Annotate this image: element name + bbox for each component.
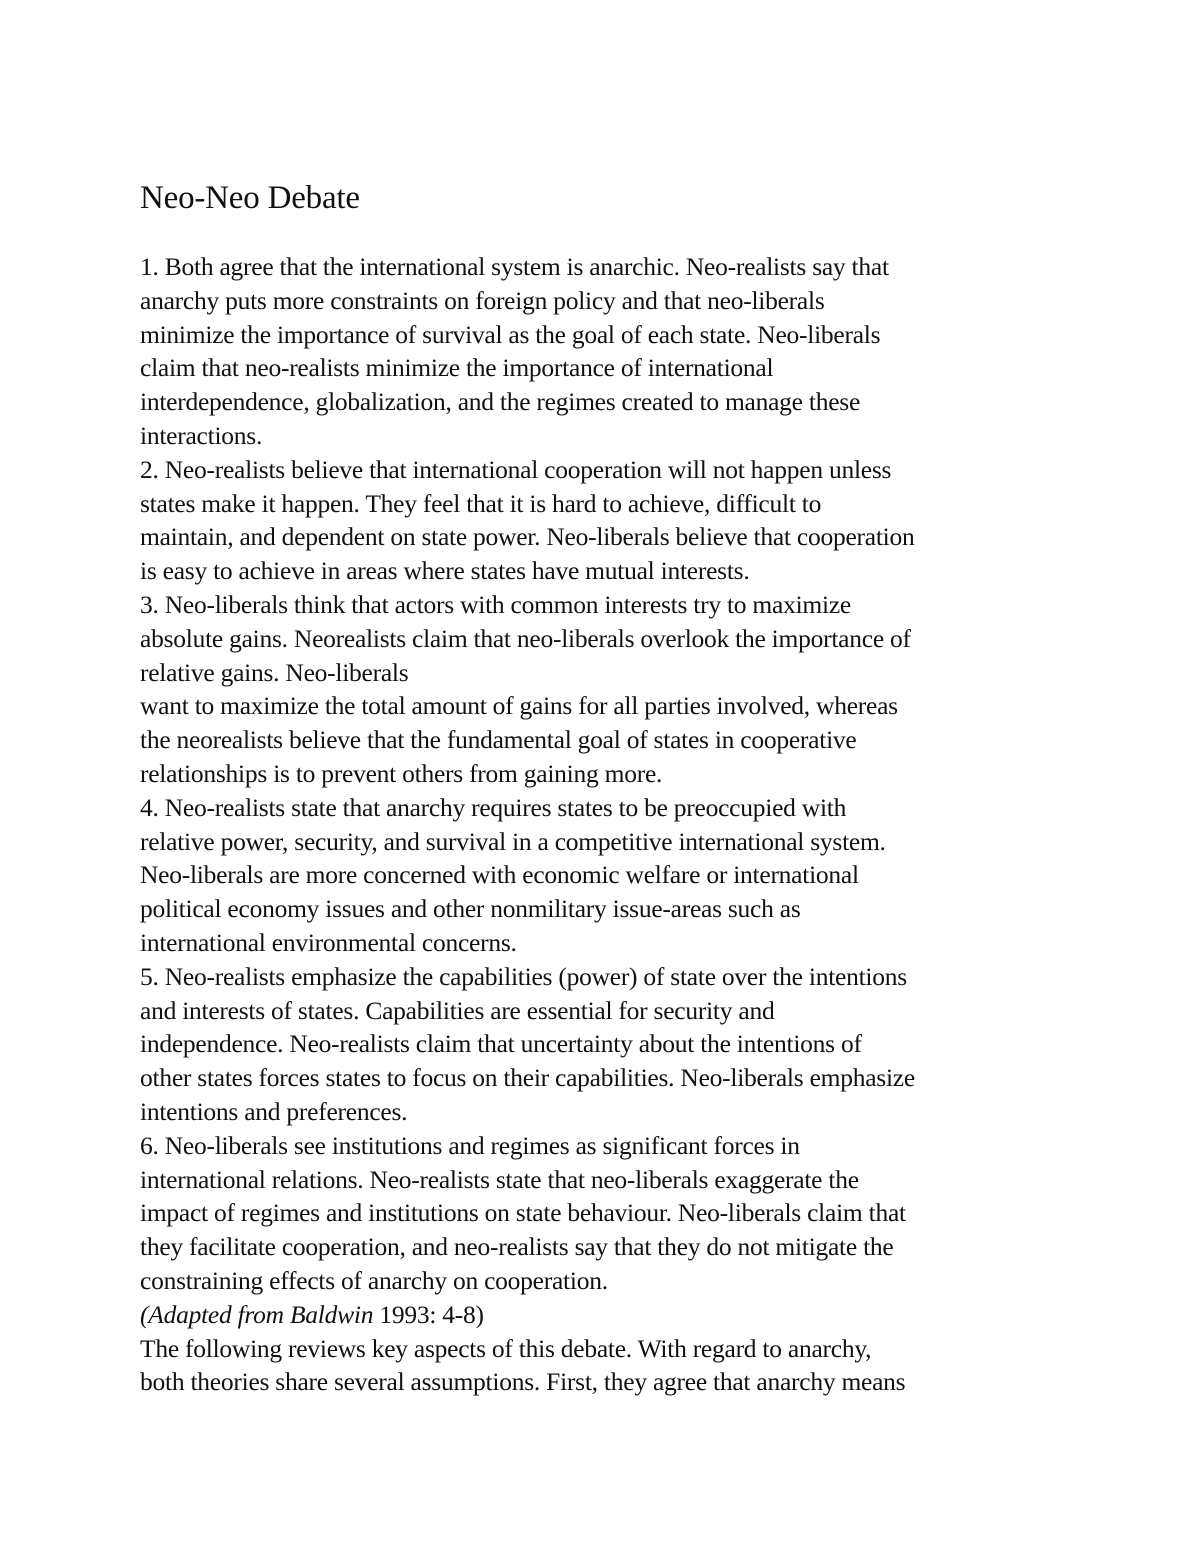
document-body: [140, 250, 1080, 1399]
text-line: 2. Neo-realists believe that international cooperation will not happen unless: [140, 454, 892, 484]
text-line: constraining effects of anarchy on cooperation.: [140, 1265, 608, 1295]
text-line: both theories share several assumptions. First, they agree that anarchy means: [140, 1367, 906, 1397]
text-line: interactions.: [140, 420, 263, 450]
text-line: they facilitate cooperation, and neo-realists say that they do not mitigate the: [140, 1232, 894, 1262]
text-line: The following reviews key aspects of this debate. With regard to anarchy,: [140, 1333, 872, 1363]
document-title: Neo-Neo Debate: [140, 180, 360, 216]
text-line: anarchy puts more constraints on foreign policy and that neo-liberals: [140, 285, 825, 315]
text-line: interdependence, globalization, and the regimes created to manage these: [140, 387, 861, 417]
text-line: relationships is to prevent others from gaining more.: [140, 758, 663, 788]
text-line: 3. Neo-liberals think that actors with common interests try to maximize: [140, 589, 851, 619]
citation: [140, 1298, 1080, 1332]
text-line: and interests of states. Capabilities are essential for security and: [140, 995, 775, 1025]
citation-year-pages: 1993: 4-8): [373, 1299, 484, 1329]
text-line: 6. Neo-liberals see institutions and regimes as significant forces in: [140, 1130, 800, 1160]
text-line: the neorealists believe that the fundamental goal of states in cooperative: [140, 725, 857, 755]
text-line: 5. Neo-realists emphasize the capabilities (power) of state over the intentions: [140, 961, 907, 991]
text-line: other states forces states to focus on their capabilities. Neo-liberals emphasize: [140, 1063, 915, 1093]
text-line: relative gains. Neo-liberals: [140, 657, 409, 687]
citation-source: (Adapted from Baldwin: [140, 1299, 374, 1329]
text-line: want to maximize the total amount of gains for all parties involved, whereas: [140, 691, 898, 721]
text-line: claim that neo-realists minimize the importance of international: [140, 353, 774, 383]
text-line: states make it happen. They feel that it is hard to achieve, difficult to: [140, 488, 822, 518]
text-line: is easy to achieve in areas where states have mutual interests.: [140, 556, 750, 586]
text-line: Neo-liberals are more concerned with economic welfare or international: [140, 860, 859, 890]
text-line: 4. Neo-realists state that anarchy requires states to be preoccupied with: [140, 792, 847, 822]
text-line: international relations. Neo-realists state that neo-liberals exaggerate the: [140, 1164, 859, 1194]
text-line: political economy issues and other nonmilitary issue-areas such as: [140, 894, 801, 924]
text-line: intentions and preferences.: [140, 1096, 408, 1126]
document-content: [140, 178, 1080, 1399]
text-line: impact of regimes and institutions on state behaviour. Neo-liberals claim that: [140, 1198, 906, 1228]
text-line: maintain, and dependent on state power. Neo-liberals believe that cooperation: [140, 522, 915, 552]
text-line: absolute gains. Neorealists claim that neo-liberals overlook the importance of: [140, 623, 911, 653]
text-line: minimize the importance of survival as the goal of each state. Neo-liberals: [140, 319, 881, 349]
text-line: 1. Both agree that the international system is anarchic. Neo-realists say that: [140, 252, 889, 281]
text-line: independence. Neo-realists claim that uncertainty about the intentions of: [140, 1029, 862, 1059]
text-line: international environmental concerns.: [140, 927, 517, 957]
text-line: relative power, security, and survival in a competitive international system.: [140, 826, 886, 856]
